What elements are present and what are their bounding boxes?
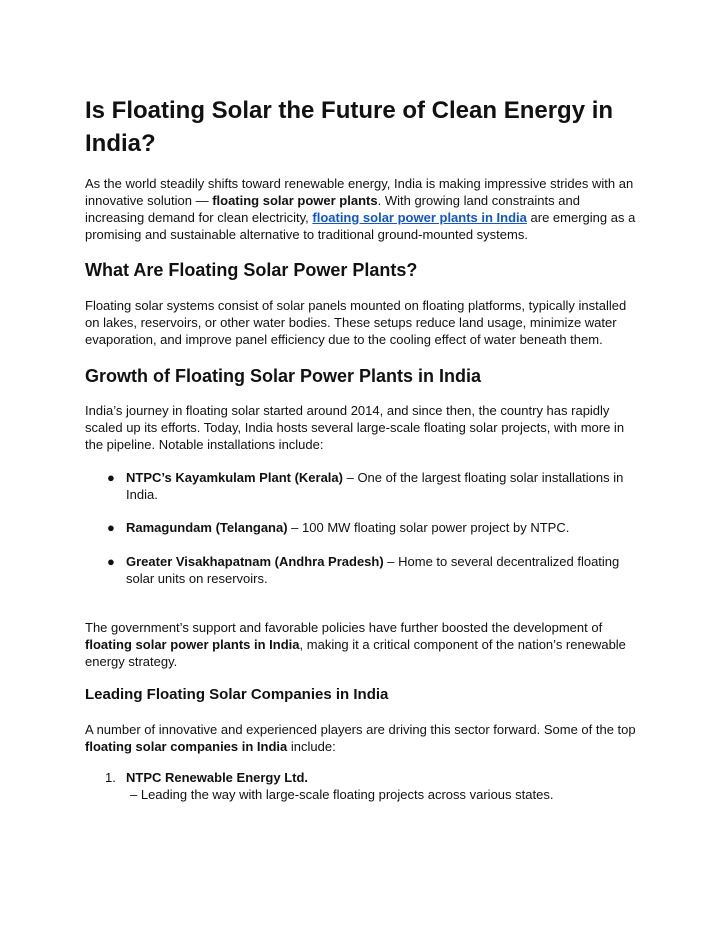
- section2-paragraph: India’s journey in floating solar started around 2014, and since then, the country has rapidly scaled up its efforts. Today, India hosts several large-scale floating solar projects, with more in the pipeline. Notable installations include:: [85, 403, 625, 452]
- bullet-bold: Greater Visakhapatnam (Andhra Pradesh): [126, 554, 384, 569]
- section3-bold: floating solar companies in India: [85, 739, 288, 754]
- company-description: – Leading the way with large-scale floating projects across various states.: [130, 787, 554, 802]
- floating-solar-link[interactable]: floating solar power plants in India: [312, 210, 527, 225]
- closing-text-1: The government’s support and favorable policies have further boosted the development of: [85, 620, 603, 635]
- intro-text-3: are emerging as a promising and sustainable alternative to traditional ground-mounted systems.: [85, 210, 636, 242]
- section-heading-companies: Leading Floating Solar Companies in India: [85, 686, 389, 703]
- closing-paragraph: [85, 619, 640, 670]
- intro-text-2: . With growing land constraints and increasing demand for clean electricity,: [85, 193, 580, 225]
- section-heading-growth: Growth of Floating Solar Power Plants in India: [85, 366, 482, 386]
- page-title: Is Floating Solar the Future of Clean Energy in India?: [85, 97, 614, 157]
- bullet-marker: ●: [107, 554, 115, 569]
- section3-text-2: include:: [287, 739, 336, 754]
- intro-paragraph: [85, 175, 640, 243]
- section1-paragraph: Floating solar systems consist of solar panels mounted on floating platforms, typically installed on lakes, reservoirs, or other water bodies. These setups reduce land usage, minimize water evaporation, and improve panel efficiency due to the cooling effect of water beneath them.: [85, 298, 627, 347]
- list-number: 1.: [105, 770, 116, 785]
- section3-paragraph: [85, 721, 640, 755]
- closing-text-2: , making it a critical component of the nation’s renewable energy strategy.: [85, 637, 626, 669]
- closing-bold: floating solar power plants in India: [85, 637, 300, 652]
- company-name: NTPC Renewable Energy Ltd.: [126, 770, 309, 785]
- bullet-marker: ●: [107, 470, 115, 485]
- intro-text-1: As the world steadily shifts toward renewable energy, India is making impressive strides with an innovative solution —: [85, 176, 634, 208]
- bullet-marker: ●: [107, 520, 115, 535]
- bullet-text: – 100 MW floating solar power project by NTPC.: [287, 520, 570, 535]
- section-heading-what-are: What Are Floating Solar Power Plants?: [85, 260, 418, 280]
- bullet-text: – One of the largest floating solar installations in India.: [126, 470, 624, 502]
- intro-bold: floating solar power plants: [212, 193, 378, 208]
- bullet-bold: NTPC’s Kayamkulam Plant (Kerala): [126, 470, 343, 485]
- bullet-bold: Ramagundam (Telangana): [126, 520, 288, 535]
- bullet-text: – Home to several decentralized floating solar units on reservoirs.: [126, 554, 620, 586]
- section3-text-1: A number of innovative and experienced players are driving this sector forward. Some of the top: [85, 722, 636, 737]
